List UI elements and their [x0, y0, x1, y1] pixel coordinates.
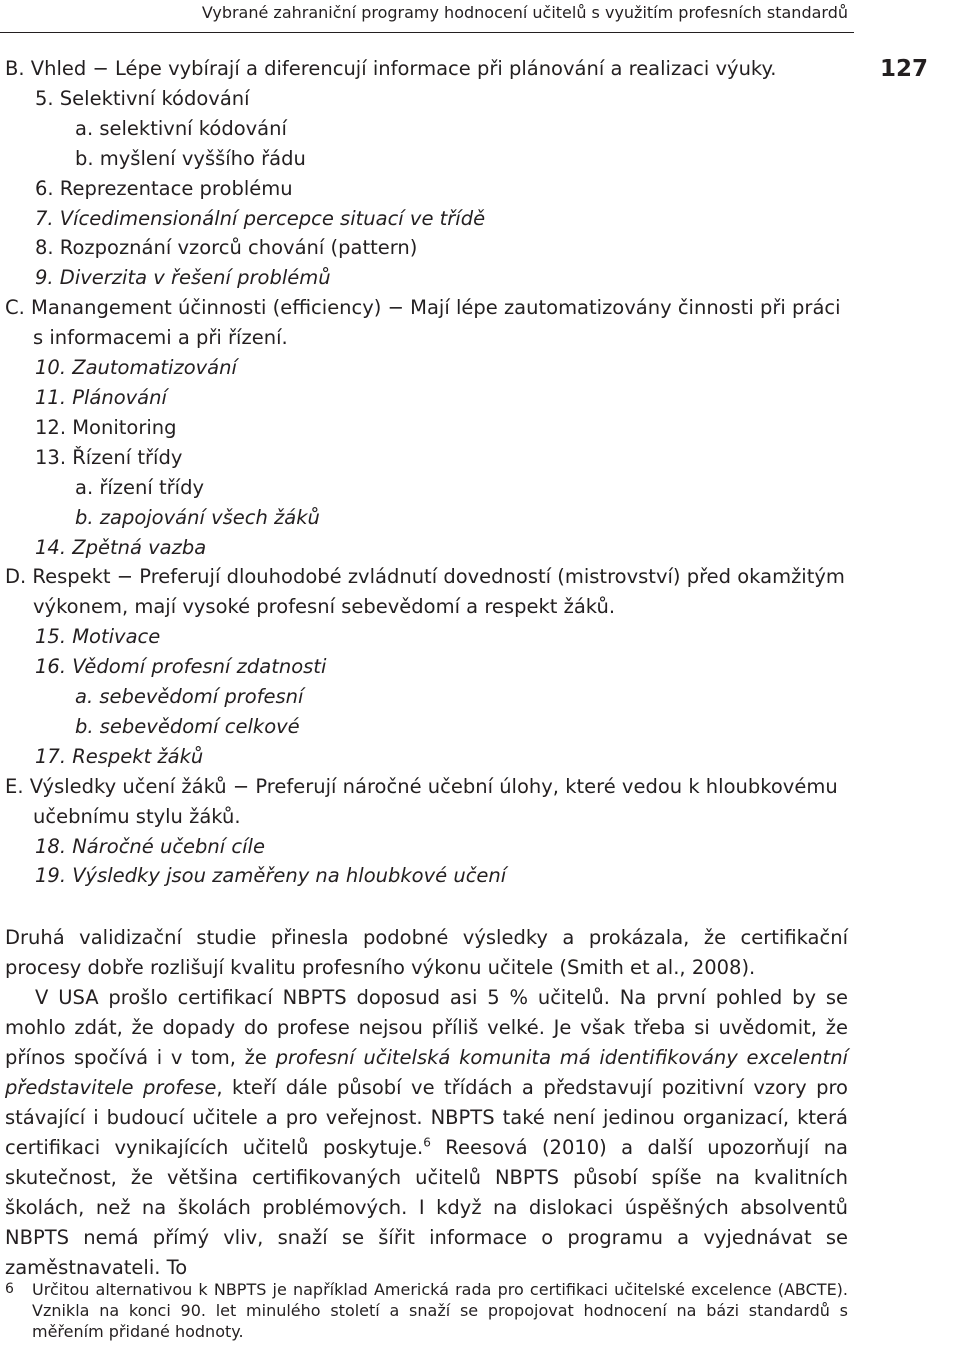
- list-item-17: 17. Respekt žáků: [35, 744, 204, 768]
- category-d: D. Respekt − Preferují dlouhodobé zvládnutí dovedností (mistrovství) před okamžitým výkonem, mají vysoké profesní sebevědomí a respekt žáků.: [5, 565, 845, 619]
- list-item-16b: b. sebevědomí celkové: [75, 714, 300, 738]
- list-item-13a: a. řízení třídy: [75, 475, 204, 499]
- list-item-16: 16. Vědomí profesní zdatnosti: [35, 655, 327, 679]
- list-item-9: 9. Diverzita v řešení problémů: [35, 266, 331, 290]
- footnote-text: Určitou alternativou k NBPTS je například Americká rada pro certifikaci učitelské excelence (ABCTE). Vznikla na konci 90. let minulého století a snaží se propojovat hodnocení na bázi standardů s měřením přidané hodnoty.: [32, 1280, 848, 1341]
- list-item-8: 8. Rozpoznání vzorců chování (pattern): [35, 236, 418, 260]
- category-e: E. Výsledky učení žáků − Preferují náročné učební úlohy, které vedou k hloubkovému učebnímu stylu žáků.: [5, 774, 838, 828]
- footnote-reference[interactable]: 6: [423, 1135, 431, 1150]
- list-item-7: 7. Vícedimensionální percepce situací ve třídě: [35, 206, 486, 230]
- paragraph-text-end: Reesová (2010) a další upozorňují na skutečnost, že většina certifikovaných učitelů NBPTS působí spíše na kvalitních školách, než na školách problémových. I když na dislokaci úspěšných absolventů NBPTS nemá přímý vliv, snaží se šířit informace o programu a vyjednávat se zaměstnavateli. To: [5, 1136, 849, 1279]
- list-item-15: 15. Motivace: [35, 625, 161, 649]
- competency-outline: [5, 54, 855, 891]
- page-number: 127: [880, 56, 929, 82]
- paragraph-validation-study: Druhá validizační studie přinesla podobné výsledky a prokázala, že certifikační procesy dobře rozlišují kvalitu profesního výkonu učitele (Smith et al., 2008).: [5, 926, 848, 979]
- list-item-16a: a. sebevědomí profesní: [75, 685, 304, 709]
- category-c: C. Manangement účinnosti (efficiency) − Mají lépe zautomatizovány činnosti při práci s informacemi a při řízení.: [5, 296, 841, 350]
- list-item-5b: b. myšlení vyššího řádu: [75, 146, 306, 170]
- list-item-18: 18. Náročné učební cíle: [35, 834, 265, 858]
- list-item-6: 6. Reprezentace problému: [35, 176, 293, 200]
- paragraph-text-middle: , kteří dále působí ve třídách a představují pozitivní vzory pro stávající i budoucí učitele a pro veřejnost. NBPTS také není jedinou organizací, která certifikaci vynikajících učitelů poskytuje.: [5, 1076, 848, 1159]
- emphasis-excellent-teachers: profesní učitelská komunita má identifikovány excelentní představitele profese: [5, 1046, 848, 1099]
- list-item-5: 5. Selektivní kódování: [35, 86, 250, 110]
- list-item-5a: a. selektivní kódování: [75, 116, 287, 140]
- running-header: Vybrané zahraniční programy hodnocení učitelů s využitím profesních standardů: [201, 3, 848, 22]
- footnote-mark: 6: [5, 1281, 14, 1297]
- list-item-19: 19. Výsledky jsou zaměřeny na hloubkové učení: [35, 864, 507, 888]
- list-item-13: 13. Řízení třídy: [35, 445, 183, 469]
- header-rule: [0, 32, 854, 33]
- paragraph-nbpts-certification: [5, 983, 848, 1283]
- footnote: [5, 1279, 848, 1342]
- paragraph-text-start: V USA prošlo certifikací NBPTS doposud asi 5 % učitelů. Na první pohled by se mohlo zdát, že dopady do profese nejsou příliš velké. Je však třeba si uvědomit, že přínos spočívá i v tom, že: [5, 986, 848, 1069]
- list-item-11: 11. Plánování: [35, 385, 167, 409]
- body-text: [5, 923, 848, 1283]
- list-item-13b: b. zapojování všech žáků: [75, 505, 320, 529]
- list-item-12: 12. Monitoring: [35, 415, 177, 439]
- category-b: B. Vhled − Lépe vybírají a diferencují informace při plánování a realizaci výuky.: [5, 57, 777, 80]
- list-item-14: 14. Zpětná vazba: [35, 535, 207, 559]
- list-item-10: 10. Zautomatizování: [35, 356, 237, 380]
